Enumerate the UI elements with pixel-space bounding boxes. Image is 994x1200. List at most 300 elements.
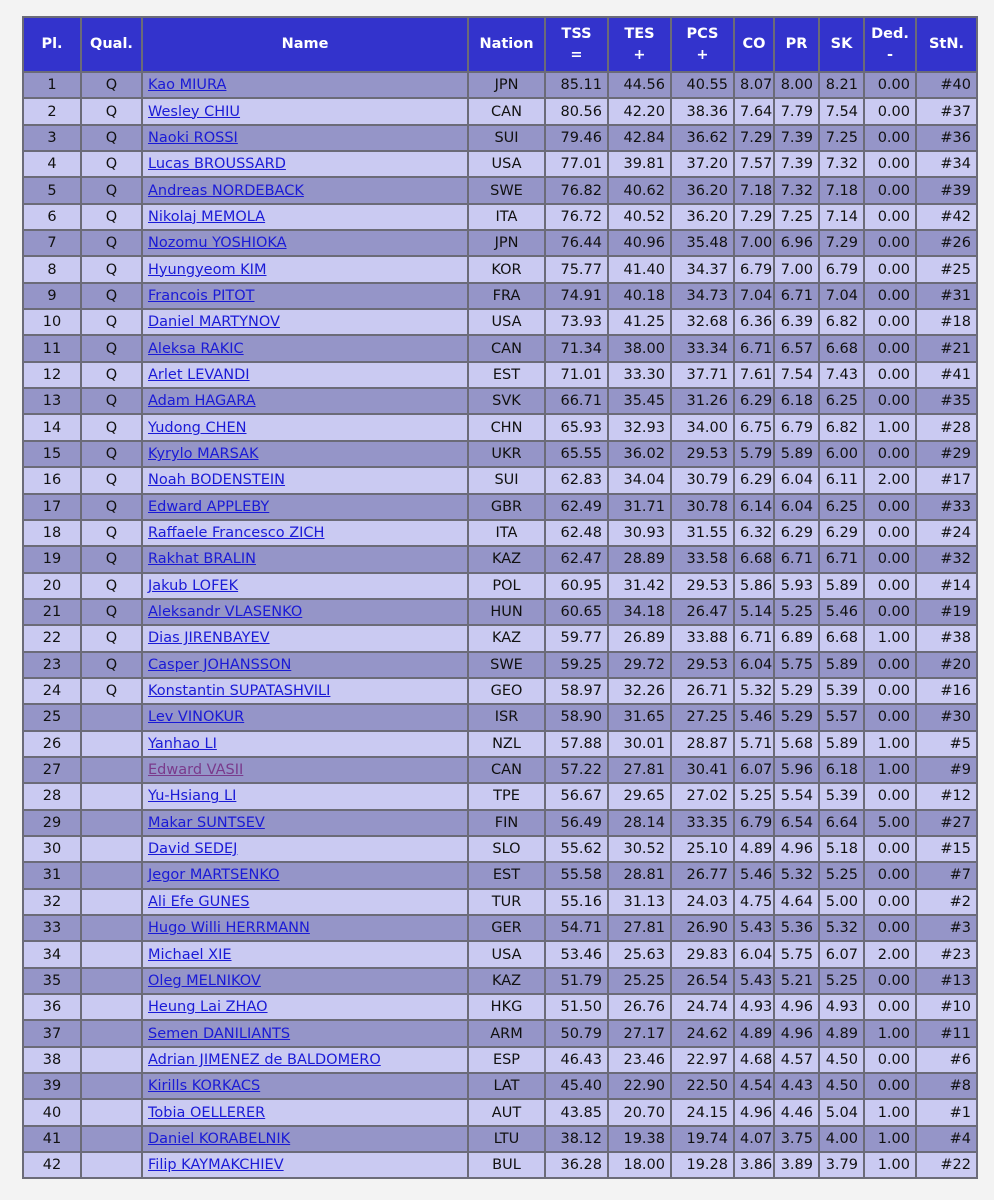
- pr-cell: 5.29: [774, 704, 819, 730]
- table-row: [23, 151, 977, 177]
- deduction-cell: 1.00: [864, 757, 916, 783]
- table-row: [23, 283, 977, 309]
- pr-cell: 7.39: [774, 125, 819, 151]
- tes-cell: 26.76: [608, 994, 671, 1020]
- co-cell: 6.79: [734, 810, 774, 836]
- pr-cell: 5.54: [774, 783, 819, 809]
- tss-cell: 71.01: [545, 362, 608, 388]
- table-row: [23, 494, 977, 520]
- nation-cell: ITA: [468, 204, 545, 230]
- skater-name-cell: [142, 941, 468, 967]
- nation-cell: SWE: [468, 177, 545, 203]
- qualification-cell: Q: [81, 362, 142, 388]
- table-row: [23, 862, 977, 888]
- skater-name-link[interactable]: Yudong CHEN: [148, 419, 247, 436]
- tes-cell: 25.63: [608, 941, 671, 967]
- skater-name-link[interactable]: Jegor MARTSENKO: [148, 867, 280, 884]
- table-row: [23, 625, 977, 651]
- nation-cell: POL: [468, 573, 545, 599]
- tes-cell: 40.62: [608, 177, 671, 203]
- skater-name-link[interactable]: Dias JIRENBAYEV: [148, 630, 270, 647]
- pcs-cell: 24.15: [671, 1099, 734, 1125]
- co-cell: 3.86: [734, 1152, 774, 1178]
- col-header-sk: SK: [819, 17, 864, 72]
- pcs-cell: 29.53: [671, 652, 734, 678]
- place-cell: 38: [23, 1047, 81, 1073]
- skater-name-link[interactable]: Filip KAYMAKCHIEV: [148, 1157, 284, 1174]
- pr-cell: 4.96: [774, 1020, 819, 1046]
- pr-cell: 5.89: [774, 441, 819, 467]
- co-cell: 6.07: [734, 757, 774, 783]
- pcs-cell: 33.88: [671, 625, 734, 651]
- nation-cell: KAZ: [468, 546, 545, 572]
- place-cell: 25: [23, 704, 81, 730]
- nation-cell: GBR: [468, 494, 545, 520]
- skater-name-cell: [142, 204, 468, 230]
- table-row: [23, 783, 977, 809]
- tss-cell: 62.48: [545, 520, 608, 546]
- tss-cell: 59.77: [545, 625, 608, 651]
- skater-name-link[interactable]: Makar SUNTSEV: [148, 814, 265, 831]
- col-header-place: Pl.: [23, 17, 81, 72]
- deduction-cell: 1.00: [864, 625, 916, 651]
- co-cell: 4.07: [734, 1126, 774, 1152]
- place-cell: 39: [23, 1073, 81, 1099]
- table-row: [23, 414, 977, 440]
- deduction-cell: 0.00: [864, 1073, 916, 1099]
- skater-name-link[interactable]: Daniel KORABELNIK: [148, 1130, 291, 1147]
- deduction-cell: 0.00: [864, 994, 916, 1020]
- skater-name-link[interactable]: Adam HAGARA: [148, 393, 256, 410]
- skater-name-link[interactable]: Ali Efe GUNES: [148, 893, 250, 910]
- skater-name-link[interactable]: David SEDEJ: [148, 841, 238, 858]
- table-row: [23, 599, 977, 625]
- tss-cell: 45.40: [545, 1073, 608, 1099]
- col-header-tes-sub: +: [633, 46, 646, 63]
- pcs-cell: 36.20: [671, 204, 734, 230]
- pcs-cell: 34.00: [671, 414, 734, 440]
- place-cell: 23: [23, 652, 81, 678]
- tes-cell: 28.81: [608, 862, 671, 888]
- pr-cell: 4.64: [774, 889, 819, 915]
- skater-name-cell: [142, 573, 468, 599]
- skater-name-link[interactable]: Aleksa RAKIC: [148, 340, 244, 357]
- tss-cell: 51.79: [545, 968, 608, 994]
- tes-cell: 30.52: [608, 836, 671, 862]
- skater-name-link[interactable]: Yanhao LI: [148, 735, 217, 752]
- deduction-cell: 0.00: [864, 283, 916, 309]
- tes-cell: 29.65: [608, 783, 671, 809]
- results-table-container: [22, 16, 976, 1179]
- skater-name-link[interactable]: Hugo Willi HERRMANN: [148, 920, 310, 937]
- co-cell: 4.96: [734, 1099, 774, 1125]
- qualification-cell: Q: [81, 625, 142, 651]
- skater-name-link[interactable]: Wesley CHIU: [148, 103, 241, 120]
- sk-cell: 4.00: [819, 1126, 864, 1152]
- skater-name-link[interactable]: Jakub LOFEK: [148, 577, 239, 594]
- pcs-cell: 26.47: [671, 599, 734, 625]
- nation-cell: USA: [468, 309, 545, 335]
- sk-cell: 4.50: [819, 1073, 864, 1099]
- co-cell: 7.29: [734, 125, 774, 151]
- skater-name-link[interactable]: Semen DANILIANTS: [148, 1025, 291, 1042]
- deduction-cell: 0.00: [864, 915, 916, 941]
- skater-name-link[interactable]: Aleksandr VLASENKO: [148, 604, 303, 621]
- sk-cell: 4.93: [819, 994, 864, 1020]
- skater-name-cell: [142, 256, 468, 282]
- place-cell: 33: [23, 915, 81, 941]
- pr-cell: 7.00: [774, 256, 819, 282]
- pr-cell: 5.21: [774, 968, 819, 994]
- start-number-cell: #12: [916, 783, 977, 809]
- qualification-cell: Q: [81, 599, 142, 625]
- skater-name-link[interactable]: Andreas NORDEBACK: [148, 182, 304, 199]
- start-number-cell: #11: [916, 1020, 977, 1046]
- place-cell: 22: [23, 625, 81, 651]
- tes-cell: 39.81: [608, 151, 671, 177]
- skater-name-link[interactable]: Daniel MARTYNOV: [148, 314, 280, 331]
- nation-cell: ESP: [468, 1047, 545, 1073]
- tss-cell: 75.77: [545, 256, 608, 282]
- skater-name-link[interactable]: Tobia OELLERER: [148, 1104, 266, 1121]
- table-row: [23, 968, 977, 994]
- skater-name-link[interactable]: Nikolaj MEMOLA: [148, 208, 266, 225]
- pcs-cell: 26.77: [671, 862, 734, 888]
- skater-name-link[interactable]: Kao MIURA: [148, 77, 227, 94]
- pr-cell: 7.25: [774, 204, 819, 230]
- pcs-cell: 37.71: [671, 362, 734, 388]
- sk-cell: 6.11: [819, 467, 864, 493]
- table-row: [23, 1126, 977, 1152]
- co-cell: 5.86: [734, 573, 774, 599]
- deduction-cell: 0.00: [864, 546, 916, 572]
- co-cell: 6.75: [734, 414, 774, 440]
- skater-name-link[interactable]: Rakhat BRALIN: [148, 551, 256, 568]
- pr-cell: 4.96: [774, 836, 819, 862]
- skater-name-cell: [142, 151, 468, 177]
- qualification-cell: [81, 1126, 142, 1152]
- pcs-cell: 31.55: [671, 520, 734, 546]
- skater-name-link[interactable]: Hyungyeom KIM: [148, 261, 267, 278]
- start-number-cell: #22: [916, 1152, 977, 1178]
- deduction-cell: 1.00: [864, 731, 916, 757]
- skater-name-cell: [142, 283, 468, 309]
- col-header-pcs-label: PCS: [686, 25, 719, 42]
- pr-cell: 7.39: [774, 151, 819, 177]
- pr-cell: 5.75: [774, 941, 819, 967]
- sk-cell: 8.21: [819, 72, 864, 98]
- table-row: [23, 915, 977, 941]
- table-row: [23, 731, 977, 757]
- pr-cell: 6.57: [774, 335, 819, 361]
- place-cell: 9: [23, 283, 81, 309]
- pcs-cell: 33.35: [671, 810, 734, 836]
- skater-name-link[interactable]: Naoki ROSSI: [148, 129, 238, 146]
- sk-cell: 3.79: [819, 1152, 864, 1178]
- place-cell: 11: [23, 335, 81, 361]
- co-cell: 7.18: [734, 177, 774, 203]
- sk-cell: 7.18: [819, 177, 864, 203]
- qualification-cell: Q: [81, 388, 142, 414]
- tss-cell: 55.62: [545, 836, 608, 862]
- co-cell: 5.32: [734, 678, 774, 704]
- deduction-cell: 0.00: [864, 362, 916, 388]
- col-header-pcs: [671, 17, 734, 72]
- skater-name-cell: [142, 1073, 468, 1099]
- nation-cell: CHN: [468, 414, 545, 440]
- table-row: [23, 941, 977, 967]
- tes-cell: 25.25: [608, 968, 671, 994]
- skater-name-link[interactable]: Raffaele Francesco ZICH: [148, 525, 325, 542]
- place-cell: 31: [23, 862, 81, 888]
- place-cell: 3: [23, 125, 81, 151]
- sk-cell: 5.89: [819, 652, 864, 678]
- pr-cell: 5.32: [774, 862, 819, 888]
- skater-name-cell: [142, 230, 468, 256]
- nation-cell: AUT: [468, 1099, 545, 1125]
- co-cell: 5.71: [734, 731, 774, 757]
- start-number-cell: #23: [916, 941, 977, 967]
- pcs-cell: 29.53: [671, 441, 734, 467]
- start-number-cell: #42: [916, 204, 977, 230]
- place-cell: 29: [23, 810, 81, 836]
- skater-name-cell: [142, 72, 468, 98]
- tes-cell: 41.40: [608, 256, 671, 282]
- nation-cell: JPN: [468, 230, 545, 256]
- start-number-cell: #18: [916, 309, 977, 335]
- sk-cell: 7.29: [819, 230, 864, 256]
- skater-name-cell: [142, 362, 468, 388]
- table-row: [23, 441, 977, 467]
- place-cell: 42: [23, 1152, 81, 1178]
- sk-cell: 5.32: [819, 915, 864, 941]
- pcs-cell: 22.97: [671, 1047, 734, 1073]
- place-cell: 21: [23, 599, 81, 625]
- table-row: [23, 573, 977, 599]
- co-cell: 4.68: [734, 1047, 774, 1073]
- skater-name-link[interactable]: Heung Lai ZHAO: [148, 999, 268, 1016]
- qualification-cell: [81, 731, 142, 757]
- start-number-cell: #2: [916, 889, 977, 915]
- tes-cell: 22.90: [608, 1073, 671, 1099]
- pcs-cell: 31.26: [671, 388, 734, 414]
- skater-name-cell: [142, 731, 468, 757]
- sk-cell: 4.50: [819, 1047, 864, 1073]
- col-header-nation: Nation: [468, 17, 545, 72]
- sk-cell: 7.14: [819, 204, 864, 230]
- skater-name-cell: [142, 994, 468, 1020]
- skater-name-link[interactable]: Edward APPLEBY: [148, 498, 270, 515]
- col-header-ded-sub: -: [886, 46, 894, 63]
- nation-cell: EST: [468, 362, 545, 388]
- qualification-cell: [81, 1073, 142, 1099]
- skater-name-link[interactable]: Lev VINOKUR: [148, 709, 245, 726]
- start-number-cell: #13: [916, 968, 977, 994]
- pcs-cell: 24.03: [671, 889, 734, 915]
- pcs-cell: 36.20: [671, 177, 734, 203]
- skater-name-cell: [142, 520, 468, 546]
- deduction-cell: 0.00: [864, 836, 916, 862]
- tss-cell: 55.16: [545, 889, 608, 915]
- start-number-cell: #28: [916, 414, 977, 440]
- qualification-cell: [81, 968, 142, 994]
- start-number-cell: #26: [916, 230, 977, 256]
- qualification-cell: Q: [81, 204, 142, 230]
- skater-name-link[interactable]: Adrian JIMENEZ de BALDOMERO: [148, 1051, 381, 1068]
- start-number-cell: #25: [916, 256, 977, 282]
- skater-name-cell: [142, 309, 468, 335]
- start-number-cell: #1: [916, 1099, 977, 1125]
- pcs-cell: 26.90: [671, 915, 734, 941]
- tss-cell: 65.55: [545, 441, 608, 467]
- table-row: [23, 309, 977, 335]
- table-row: [23, 335, 977, 361]
- pr-cell: 6.71: [774, 546, 819, 572]
- nation-cell: NZL: [468, 731, 545, 757]
- tss-cell: 56.67: [545, 783, 608, 809]
- sk-cell: 5.00: [819, 889, 864, 915]
- sk-cell: 5.18: [819, 836, 864, 862]
- pcs-cell: 27.02: [671, 783, 734, 809]
- qualification-cell: Q: [81, 256, 142, 282]
- deduction-cell: 1.00: [864, 1126, 916, 1152]
- place-cell: 34: [23, 941, 81, 967]
- tss-cell: 55.58: [545, 862, 608, 888]
- col-header-name: Name: [142, 17, 468, 72]
- sk-cell: 6.82: [819, 309, 864, 335]
- qualification-cell: [81, 704, 142, 730]
- deduction-cell: 0.00: [864, 309, 916, 335]
- pcs-cell: 24.62: [671, 1020, 734, 1046]
- deduction-cell: 0.00: [864, 204, 916, 230]
- place-cell: 24: [23, 678, 81, 704]
- skater-name-link[interactable]: Edward VASII: [148, 762, 244, 779]
- skater-name-link[interactable]: Casper JOHANSSON: [148, 656, 292, 673]
- nation-cell: LAT: [468, 1073, 545, 1099]
- skater-name-cell: [142, 467, 468, 493]
- nation-cell: EST: [468, 862, 545, 888]
- tes-cell: 29.72: [608, 652, 671, 678]
- tes-cell: 26.89: [608, 625, 671, 651]
- co-cell: 6.79: [734, 256, 774, 282]
- pcs-cell: 30.41: [671, 757, 734, 783]
- qualification-cell: [81, 941, 142, 967]
- pcs-cell: 37.20: [671, 151, 734, 177]
- tss-cell: 77.01: [545, 151, 608, 177]
- qualification-cell: Q: [81, 125, 142, 151]
- place-cell: 15: [23, 441, 81, 467]
- table-row: [23, 125, 977, 151]
- qualification-cell: [81, 810, 142, 836]
- qualification-cell: [81, 836, 142, 862]
- qualification-cell: Q: [81, 520, 142, 546]
- pr-cell: 4.43: [774, 1073, 819, 1099]
- co-cell: 5.79: [734, 441, 774, 467]
- sk-cell: 6.64: [819, 810, 864, 836]
- place-cell: 30: [23, 836, 81, 862]
- pcs-cell: 34.37: [671, 256, 734, 282]
- tes-cell: 38.00: [608, 335, 671, 361]
- skater-name-cell: [142, 652, 468, 678]
- skater-name-cell: [142, 494, 468, 520]
- pr-cell: 6.39: [774, 309, 819, 335]
- qualification-cell: Q: [81, 309, 142, 335]
- sk-cell: 7.54: [819, 98, 864, 124]
- results-table: [22, 16, 978, 1179]
- table-row: [23, 757, 977, 783]
- start-number-cell: #32: [916, 546, 977, 572]
- skater-name-link[interactable]: Nozomu YOSHIOKA: [148, 235, 287, 252]
- start-number-cell: #34: [916, 151, 977, 177]
- pcs-cell: 33.58: [671, 546, 734, 572]
- table-row: [23, 1020, 977, 1046]
- pcs-cell: 22.50: [671, 1073, 734, 1099]
- start-number-cell: #38: [916, 625, 977, 651]
- skater-name-link[interactable]: Yu-Hsiang LI: [148, 788, 237, 805]
- pr-cell: 5.93: [774, 573, 819, 599]
- pr-cell: 5.68: [774, 731, 819, 757]
- tes-cell: 40.96: [608, 230, 671, 256]
- table-row: [23, 1047, 977, 1073]
- sk-cell: 6.79: [819, 256, 864, 282]
- sk-cell: 6.25: [819, 494, 864, 520]
- skater-name-link[interactable]: Kirills KORKACS: [148, 1078, 261, 1095]
- place-cell: 16: [23, 467, 81, 493]
- start-number-cell: #40: [916, 72, 977, 98]
- tss-cell: 60.65: [545, 599, 608, 625]
- skater-name-link[interactable]: Oleg MELNIKOV: [148, 972, 261, 989]
- skater-name-cell: [142, 704, 468, 730]
- skater-name-link[interactable]: Francois PITOT: [148, 287, 255, 304]
- nation-cell: LTU: [468, 1126, 545, 1152]
- sk-cell: 6.25: [819, 388, 864, 414]
- place-cell: 41: [23, 1126, 81, 1152]
- deduction-cell: 0.00: [864, 335, 916, 361]
- place-cell: 36: [23, 994, 81, 1020]
- start-number-cell: #9: [916, 757, 977, 783]
- sk-cell: 5.25: [819, 968, 864, 994]
- skater-name-cell: [142, 98, 468, 124]
- pr-cell: 7.79: [774, 98, 819, 124]
- place-cell: 13: [23, 388, 81, 414]
- co-cell: 6.71: [734, 625, 774, 651]
- deduction-cell: 0.00: [864, 177, 916, 203]
- tes-cell: 30.93: [608, 520, 671, 546]
- start-number-cell: #10: [916, 994, 977, 1020]
- table-row: [23, 889, 977, 915]
- skater-name-link[interactable]: Noah BODENSTEIN: [148, 472, 286, 489]
- tss-cell: 66.71: [545, 388, 608, 414]
- start-number-cell: #20: [916, 652, 977, 678]
- skater-name-cell: [142, 678, 468, 704]
- deduction-cell: 0.00: [864, 889, 916, 915]
- sk-cell: 5.39: [819, 783, 864, 809]
- tss-cell: 38.12: [545, 1126, 608, 1152]
- skater-name-link[interactable]: Michael XIE: [148, 946, 232, 963]
- tss-cell: 76.44: [545, 230, 608, 256]
- sk-cell: 7.25: [819, 125, 864, 151]
- start-number-cell: #27: [916, 810, 977, 836]
- nation-cell: TUR: [468, 889, 545, 915]
- skater-name-link[interactable]: Kyrylo MARSAK: [148, 445, 259, 462]
- pr-cell: 5.96: [774, 757, 819, 783]
- skater-name-link[interactable]: Arlet LEVANDI: [148, 366, 250, 383]
- skater-name-link[interactable]: Konstantin SUPATASHVILI: [148, 683, 331, 700]
- tes-cell: 18.00: [608, 1152, 671, 1178]
- deduction-cell: 0.00: [864, 441, 916, 467]
- sk-cell: 6.68: [819, 625, 864, 651]
- skater-name-link[interactable]: Lucas BROUSSARD: [148, 156, 286, 173]
